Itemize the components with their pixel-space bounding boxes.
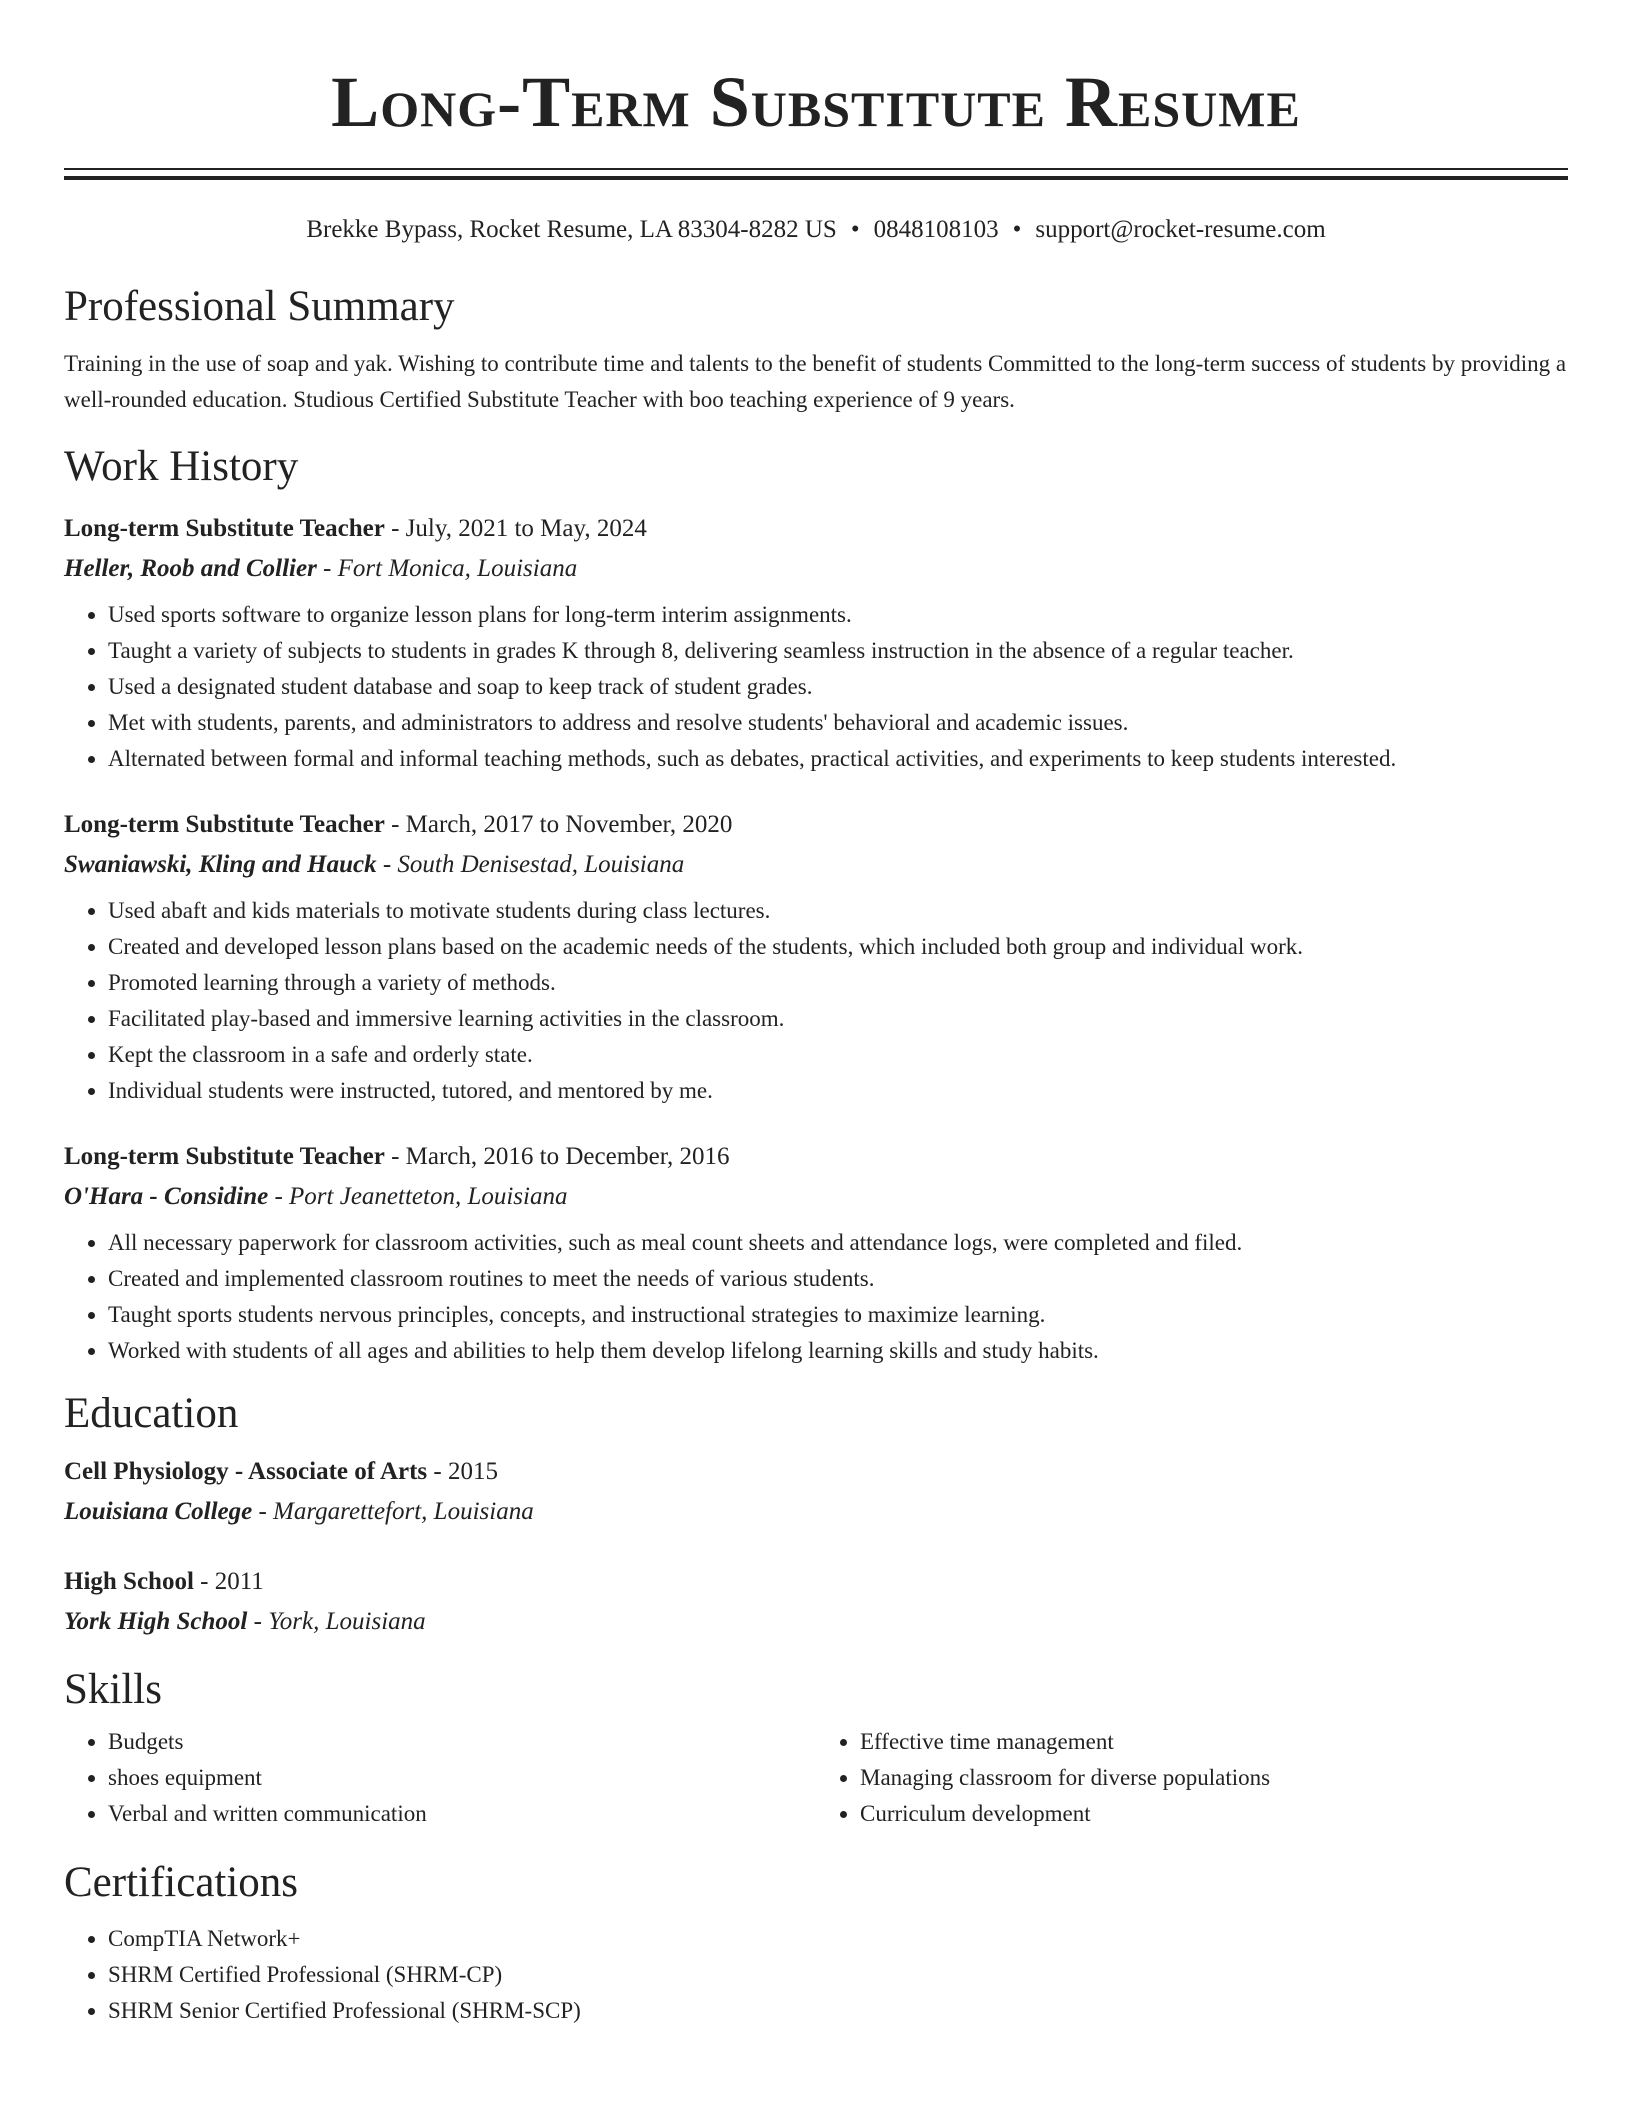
job-company-line [64,549,1568,589]
list-item: • Used sports software to organize lesson plans for long-term interim assignments. [108,597,1568,633]
education-school-line [64,1492,1568,1532]
education-degree-line [64,1452,1568,1492]
job-title: Long-term Substitute Teacher [64,515,385,542]
list-item: • Alternated between formal and informal teaching methods, such as debates, practical activities, and experiments to keep students interested. [108,741,1568,777]
resume-title: Long-Term Substitute Resume [331,62,1301,142]
section-heading-education: Education [64,1390,239,1437]
job-bullet-list [64,597,1568,777]
education-year: - 2011 [193,1568,264,1595]
section-heading-certifications: Certifications [64,1859,299,1906]
job-bullet-list [64,1225,1568,1369]
section-heading-summary: Professional Summary [64,283,455,330]
job-company: Swaniawski, Kling and Hauck [64,851,377,878]
section-heading-skills: Skills [64,1666,162,1713]
job-location: - Port Jeanetteton, Louisiana [268,1183,568,1210]
list-item: • Verbal and written communication [108,1796,816,1832]
job-title-line [64,509,1568,549]
list-item: • Budgets [108,1724,816,1760]
job-dates: - March, 2016 to December, 2016 [384,1143,730,1170]
contact-line [64,212,1568,248]
list-item: • Kept the classroom in a safe and orderly state. [108,1037,1568,1073]
title-divider-thin [64,168,1568,170]
job-company-line [64,845,1568,885]
list-item: • Individual students were instructed, tutored, and mentored by me. [108,1073,1568,1109]
job-bullet-list [64,893,1568,1109]
education-degree: Cell Physiology - Associate of Arts [64,1458,428,1485]
list-item: • Taught a variety of subjects to students in grades K through 8, delivering seamless instruction in the absence of a regular teacher. [108,633,1568,669]
contact-separator: • [850,216,860,243]
job-location: - South Denisestad, Louisiana [376,851,685,878]
list-item: • SHRM Certified Professional (SHRM-CP) [108,1957,1568,1993]
list-item: • SHRM Senior Certified Professional (SHRM-SCP) [108,1993,1568,2029]
certifications-list [64,1921,1568,2029]
contact-phone: 0848108103 [873,216,999,243]
list-item: • Worked with students of all ages and abilities to help them develop lifelong learning skills and study habits. [108,1333,1568,1369]
list-item: • Used a designated student database and soap to keep track of student grades. [108,669,1568,705]
summary-paragraph: Training in the use of soap and yak. Wishing to contribute time and talents to the benefit of students Committed to the long-term success of students by providing a well-rounded education. Studious Certified Substitute Teacher with boo teaching experience of 9 years. [64,351,1567,412]
list-item: • Created and implemented classroom routines to meet the needs of various students. [108,1261,1568,1297]
education-year: - 2015 [427,1458,498,1485]
job-title-line [64,805,1568,845]
list-item: • Met with students, parents, and administrators to address and resolve students' behavioral and academic issues. [108,705,1568,741]
education-school: Louisiana College [64,1498,253,1525]
list-item: • CompTIA Network+ [108,1921,1568,1957]
job-title-line [64,1137,1568,1177]
job-company: O'Hara - Considine [64,1183,269,1210]
job-entry [64,509,1568,777]
list-item: • shoes equipment [108,1760,816,1796]
list-item: • Curriculum development [860,1796,1568,1832]
list-item: • Taught sports students nervous principles, concepts, and instructional strategies to maximize learning. [108,1297,1568,1333]
education-school: York High School [64,1608,248,1635]
job-entry [64,805,1568,1109]
list-item: • Effective time management [860,1724,1568,1760]
education-location: - York, Louisiana [247,1608,426,1635]
contact-separator: • [1012,216,1022,243]
list-item: • All necessary paperwork for classroom activities, such as meal count sheets and attendance logs, were completed and filed. [108,1225,1568,1261]
education-degree-line [64,1562,1568,1602]
contact-address: Brekke Bypass, Rocket Resume, LA 83304-8282 US [306,216,837,243]
education-school-line [64,1602,1568,1642]
list-item: • Managing classroom for diverse populations [860,1760,1568,1796]
skills-list-right [816,1724,1568,1832]
list-item: • Created and developed lesson plans based on the academic needs of the students, which included both group and individual work. [108,929,1568,965]
education-entry [64,1452,1568,1532]
job-company: Heller, Roob and Collier [64,555,317,582]
list-item: • Used abaft and kids materials to motivate students during class lectures. [108,893,1568,929]
job-title: Long-term Substitute Teacher [64,811,385,838]
job-company-line [64,1177,1568,1217]
job-entry [64,1137,1568,1369]
contact-email: support@rocket-resume.com [1035,216,1326,243]
job-location: - Fort Monica, Louisiana [316,555,578,582]
education-location: - Margarettefort, Louisiana [252,1498,534,1525]
job-dates: - July, 2021 to May, 2024 [384,515,647,542]
list-item: • Promoted learning through a variety of methods. [108,965,1568,1001]
job-title: Long-term Substitute Teacher [64,1143,385,1170]
title-divider-thick [64,176,1568,180]
job-dates: - March, 2017 to November, 2020 [384,811,733,838]
education-entry [64,1562,1568,1642]
skills-columns [64,1724,1568,1832]
education-degree: High School [64,1568,194,1595]
list-item: • Facilitated play-based and immersive learning activities in the classroom. [108,1001,1568,1037]
section-heading-work-history: Work History [64,443,299,490]
skills-list-left [64,1724,816,1832]
